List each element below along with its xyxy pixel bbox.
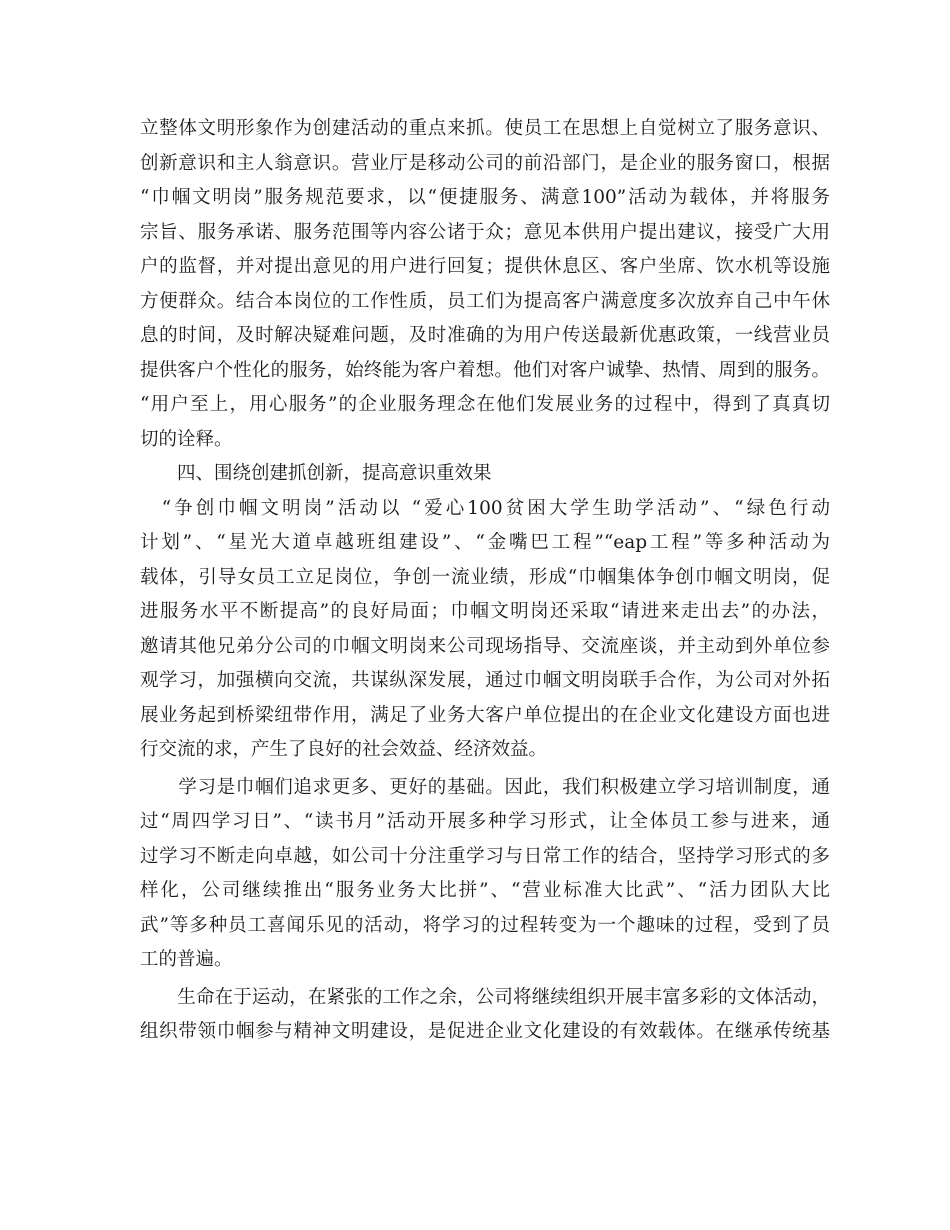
body-line: 宗旨、服务承诺、服务范围等内容公诸于众；意见本供用户提出建议，接受广大用	[140, 221, 830, 243]
body-line: 进服务水平不断提高”的良好局面；巾帼文明岗还采取“请进来走出去”的办法，	[140, 601, 830, 622]
body-line: “用户至上，用心服务”的企业服务理念在他们发展业务的过程中，得到了真真切	[140, 394, 830, 415]
body-line: 户的监督，并对提出意见的用户进行回复；提供休息区、客户坐席、饮水机等设施	[140, 256, 830, 277]
body-line: 提供客户个性化的服务，始终能为客户着想。他们对客户诚挚、热情、周到的服务。	[140, 359, 830, 381]
body-line: 组织带领巾帼参与精神文明建设，是促进企业文化建设的有效载体。在继承传统基	[140, 1021, 830, 1042]
body-line: 行交流的求，产生了良好的社会效益、经济效益。	[140, 739, 548, 760]
body-line: 武”等多种员工喜闻乐见的活动，将学习的过程转变为一个趣味的过程，受到了员	[140, 914, 830, 936]
body-line: 工的普遍。	[140, 949, 233, 970]
body-line: 立整体文明形象作为创建活动的重点来抓。使员工在思想上自觉树立了服务意识、	[140, 118, 830, 139]
body-line: 切的诠释。	[140, 428, 233, 450]
section-heading: 四、围绕创建抓创新，提高意识重效果	[140, 463, 492, 484]
body-line: 过“周四学习日”、“读书月”活动开展多种学习形式，让全体员工参与进来，通	[140, 811, 830, 832]
body-line: 息的时间，及时解决疑难问题，及时准确的为用户传送最新优惠政策，一线营业员	[140, 325, 830, 346]
body-line: “争创巾帼文明岗”活动以 “爱心100贫困大学生助学活动”、“绿色行动	[140, 497, 830, 519]
body-line: 学习是巾帼们追求更多、更好的基础。因此，我们积极建立学习培训制度，通	[140, 776, 830, 798]
body-line: 生命在于运动，在紧张的工作之余，公司将继续组织开展丰富多彩的文体活动，	[140, 986, 830, 1008]
body-line: 创新意识和主人翁意识。营业厅是移动公司的前沿部门，是企业的服务窗口，根据	[140, 152, 830, 174]
body-line: 方便群众。结合本岗位的工作性质，员工们为提高客户满意度多次放弃自己中午休	[140, 290, 830, 312]
body-line: 邀请其他兄弟分公司的巾帼文明岗来公司现场指导、交流座谈，并主动到外单位参	[140, 635, 830, 657]
body-line: 计划”、“星光大道卓越班组建设”、“金嘴巴工程”“eap工程”等多种活动为	[140, 532, 830, 553]
body-line: 过学习不断走向卓越，如公司十分注重学习与日常工作的结合，坚持学习形式的多	[140, 845, 830, 867]
body-line: 观学习，加强横向交流，共谋纵深发展，通过巾帼文明岗联手合作，为公司对外拓	[140, 670, 830, 691]
body-line: “巾帼文明岗”服务规范要求，以“便捷服务、满意100”活动为载体，并将服务	[140, 187, 830, 208]
body-line: 样化，公司继续推出“服务业务大比拼”、“营业标准大比武”、“活力团队大比	[140, 880, 830, 901]
body-line: 展业务起到桥梁纽带作用，满足了业务大客户单位提出的在企业文化建设方面也进	[140, 704, 830, 726]
document-body	[140, 112, 830, 1050]
body-line: 载体，引导女员工立足岗位，争创一流业绩，形成“巾帼集体争创巾帼文明岗，促	[140, 566, 830, 588]
